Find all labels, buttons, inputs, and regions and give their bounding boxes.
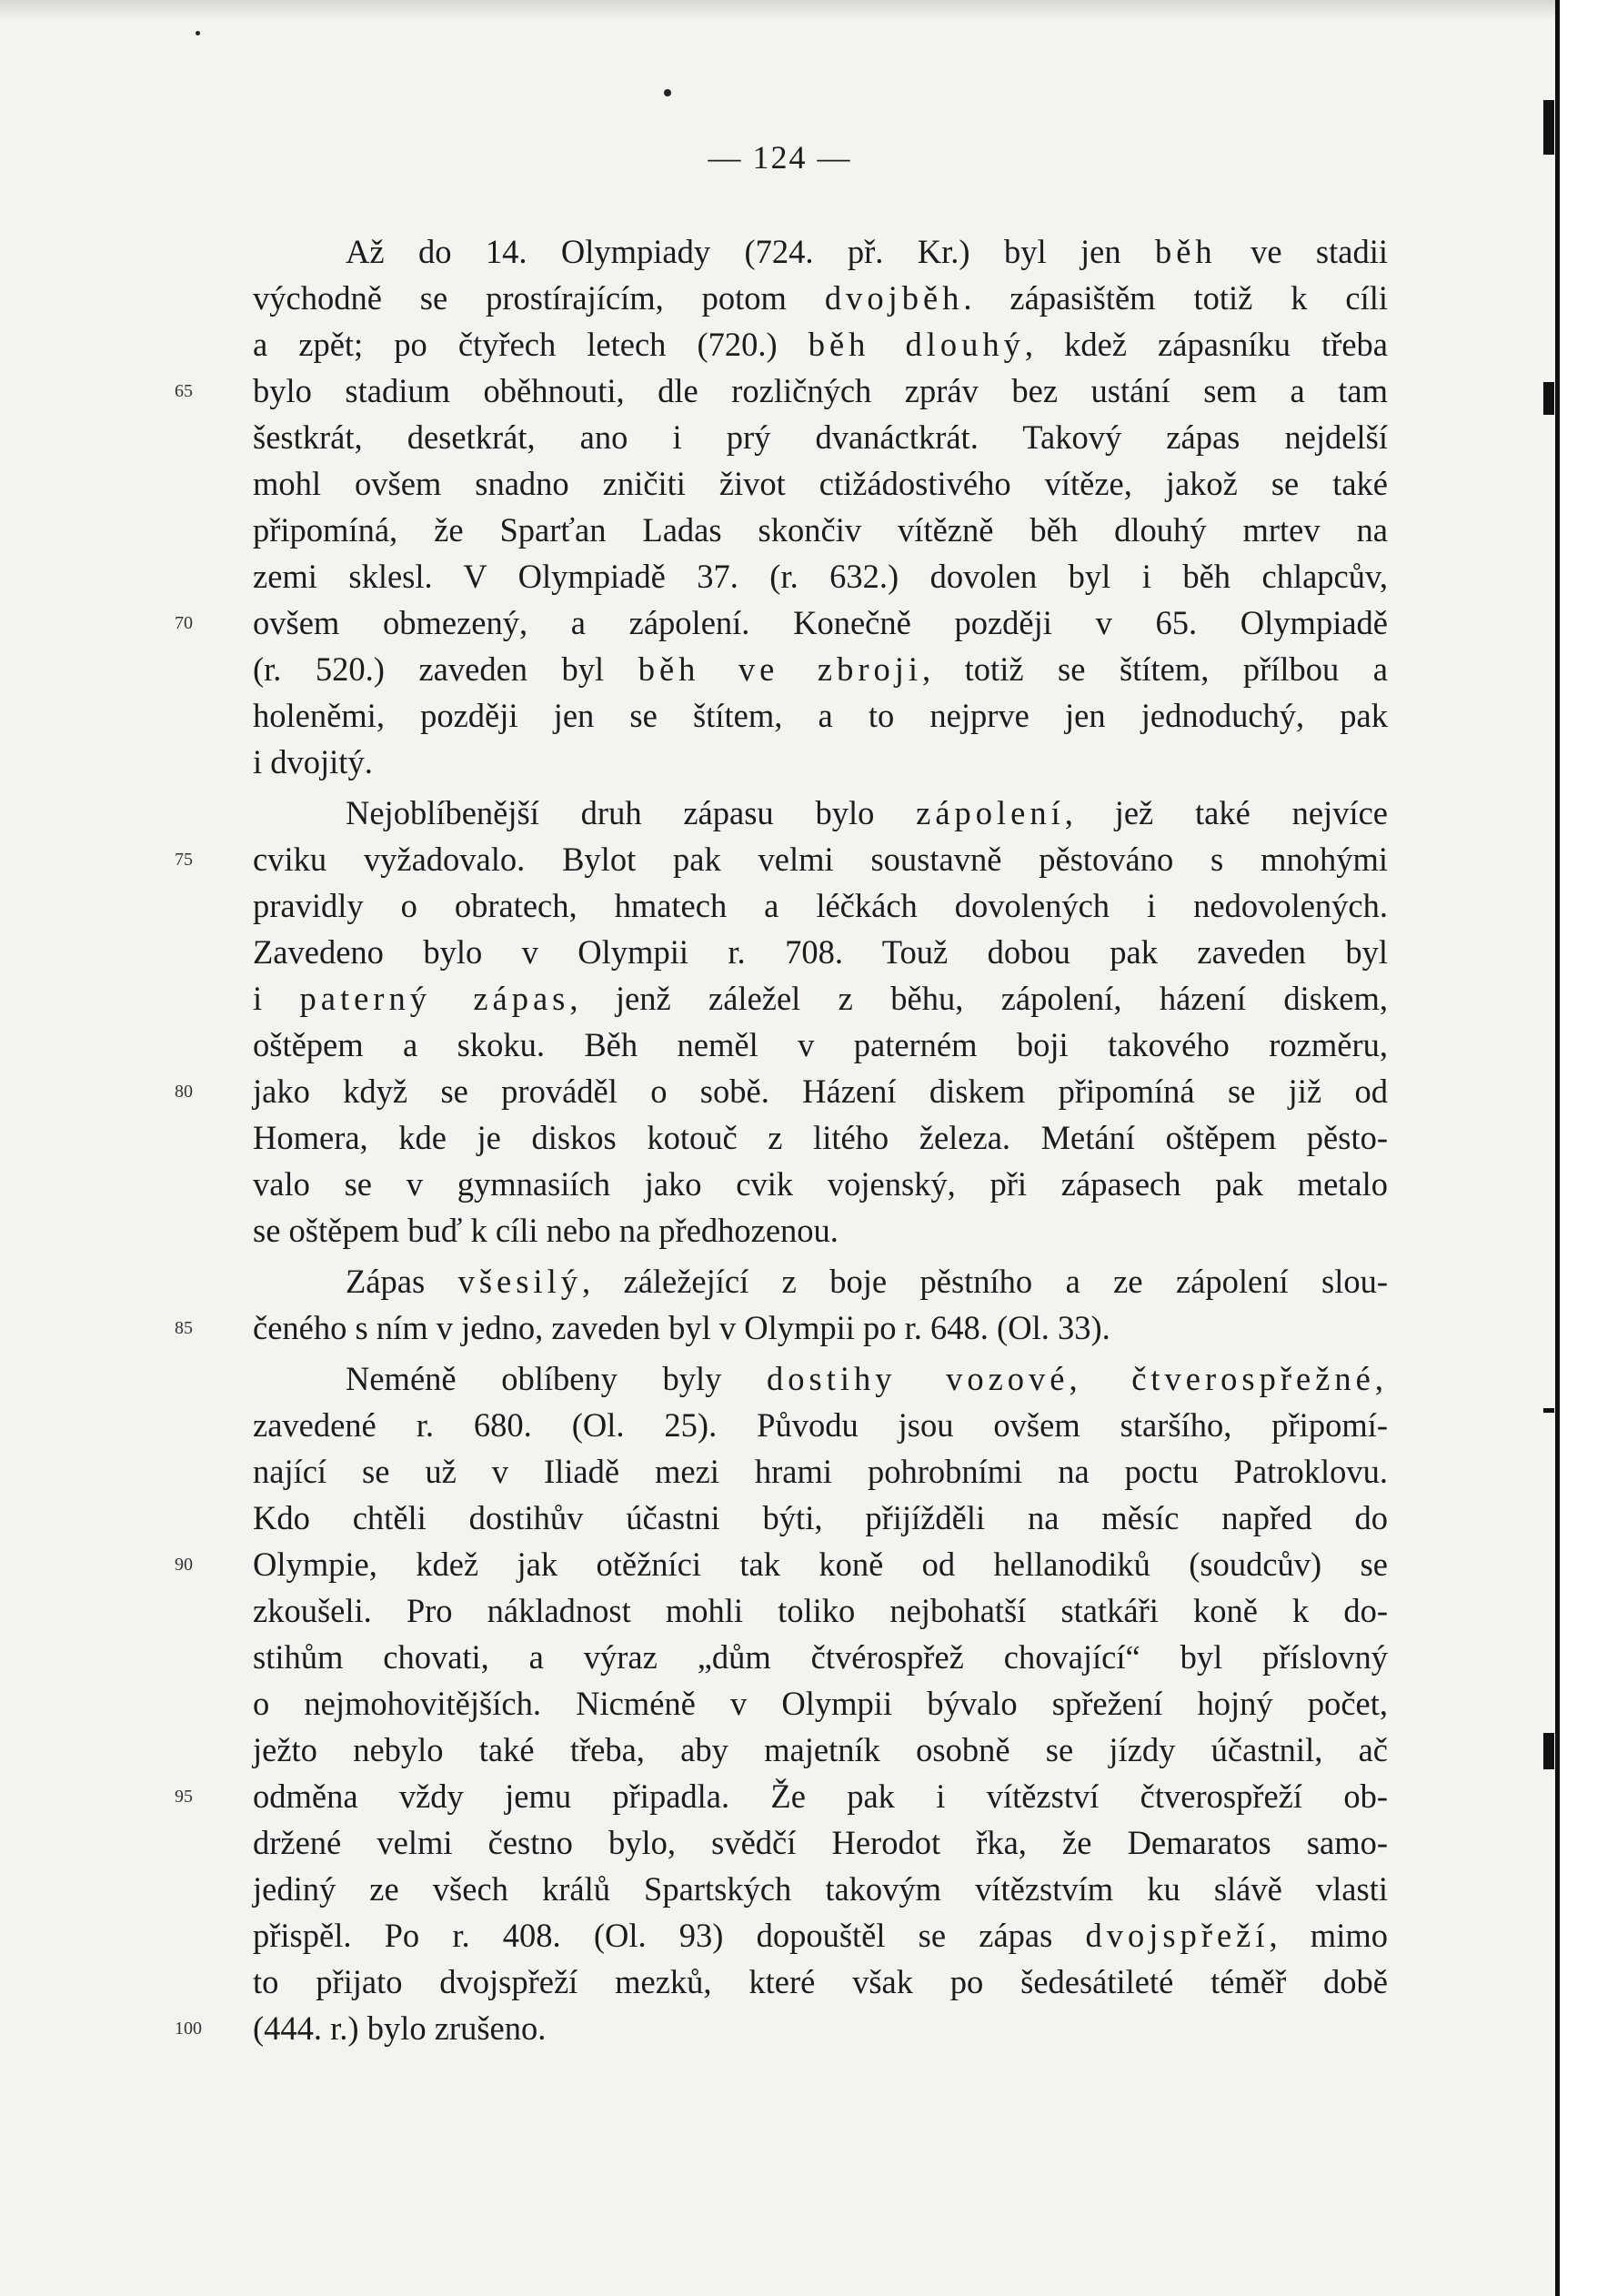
text-line: přispěl. Po r. 408. (Ol. 93) dopouštěl se zápas dvojspřeží, mimo xyxy=(253,1917,1388,1954)
edge-mark xyxy=(1543,382,1554,415)
speck-mark xyxy=(196,31,200,35)
scan-top-shadow xyxy=(0,0,1560,20)
text-line: oštěpem a skoku. Běh neměl v paterném boji takového rozměru, xyxy=(253,1026,1388,1063)
text-line: to přijato dvojspřeží mezků, které však po šedesátileté téměř době xyxy=(253,1963,1388,2000)
text-line: o nejmohovitějších. Nicméně v Olympii bývalo spřežení hojný počet, xyxy=(253,1685,1388,1722)
text-line: Nejoblíbenější druh zápasu bylo zápolení, jež také nejvíce xyxy=(346,794,1388,831)
text-line: odměna vždy jemu připadla. Že pak i vítězství čtverospřeží ob- xyxy=(253,1777,1388,1815)
text-line: jako když se prováděl o sobě. Házení diskem připomíná se již od xyxy=(253,1072,1388,1110)
text-line: Kdo chtěli dostihův účastni býti, přijížděli na měsíc napřed do xyxy=(253,1499,1388,1536)
text-line: šestkrát, desetkrát, ano i prý dvanáctkrát. Takový zápas nejdelší xyxy=(253,418,1388,456)
text-line: (r. 520.) zaveden byl běh ve zbroji, totiž se štítem, přílbou a xyxy=(253,650,1388,688)
page-number: — 124 — xyxy=(708,139,852,176)
text-line: i dvojitý. xyxy=(253,743,373,780)
text-line: pravidly o obratech, hmatech a léčkách dovolených i nedovolených. xyxy=(253,887,1388,924)
margin-line-number: 80 xyxy=(175,1082,193,1102)
text-line: zemi sklesl. V Olympiadě 37. (r. 632.) dovolen byl i běh chlapcův, xyxy=(253,558,1388,595)
margin-line-number: 100 xyxy=(175,2019,202,2039)
text-line: i paterný zápas, jenž záležel z běhu, zápolení, házení diskem, xyxy=(253,980,1388,1017)
text-line: připomíná, že Sparťan Ladas skončiv vítězně běh dlouhý mrtev na xyxy=(253,511,1388,549)
text-line: Zavedeno bylo v Olympii r. 708. Touž dobou pak zaveden byl xyxy=(253,933,1388,971)
text-line: východně se prostírajícím, potom dvojběh. zápasištěm totiž k cíli xyxy=(253,279,1388,317)
margin-line-number: 75 xyxy=(175,850,193,870)
text-line: čeného s ním v jedno, zaveden byl v Olympii po r. 648. (Ol. 33). xyxy=(253,1309,1110,1346)
text-line: Zápas všesilý, záležející z boje pěstního a ze zápolení slou- xyxy=(346,1263,1389,1300)
margin-line-number: 90 xyxy=(175,1555,193,1575)
text-line: nající se už v Iliadě mezi hrami pohrobními na poctu Patroklovu. xyxy=(253,1453,1388,1490)
margin-line-number: 95 xyxy=(175,1787,193,1807)
text-line: zavedené r. 680. (Ol. 25). Původu jsou ovšem staršího, připomí- xyxy=(253,1406,1388,1444)
text-line: stihům chovati, a výraz „dům čtvérospřež chovající“ byl příslovný xyxy=(253,1638,1388,1676)
margin-line-number: 85 xyxy=(175,1318,193,1338)
text-line: Až do 14. Olympiady (724. př. Kr.) byl jen běh ve stadii xyxy=(346,233,1388,270)
speck-mark xyxy=(664,89,671,96)
text-line: mohl ovšem snadno zničiti život ctižádostivého vítěze, jakož se také xyxy=(253,465,1388,502)
scan-right-edge xyxy=(1555,0,1607,2296)
text-line: a zpět; po čtyřech letech (720.) běh dlouhý, kdež zápasníku třeba xyxy=(253,326,1388,363)
text-line: holeněmi, později jen se štítem, a to nejprve jen jednoduchý, pak xyxy=(253,697,1388,734)
text-line: Neméně oblíbeny byly dostihy vozové, čtverospřežné, xyxy=(346,1360,1388,1397)
text-line: ježto nebylo také třeba, aby majetník osobně se jízdy účastnil, ač xyxy=(253,1731,1388,1768)
text-line: zkoušeli. Pro nákladnost mohli toliko nejbohatší statkáři koně k do- xyxy=(253,1592,1388,1629)
margin-line-number: 70 xyxy=(175,613,193,633)
text-line: držené velmi čestno bylo, svědčí Herodot řka, že Demaratos samo- xyxy=(253,1824,1388,1861)
text-line: ovšem obmezený, a zápolení. Konečně později v 65. Olympiadě xyxy=(253,604,1388,641)
text-line: se oštěpem buď k cíli nebo na předhozenou. xyxy=(253,1212,839,1249)
text-line: cviku vyžadovalo. Bylot pak velmi soustavně pěstováno s mnohými xyxy=(253,841,1388,878)
text-line: Olympie, kdež jak otěžníci tak koně od hellanodiků (soudcův) se xyxy=(253,1546,1388,1583)
text-line: Homera, kde je diskos kotouč z litého železa. Metání oštěpem pěsto- xyxy=(253,1119,1388,1156)
text-line: valo se v gymnasiích jako cvik vojenský, při zápasech pak metalo xyxy=(253,1165,1388,1203)
margin-line-number: 65 xyxy=(175,381,193,401)
text-line: bylo stadium oběhnouti, dle rozličných zpráv bez ustání sem a tam xyxy=(253,372,1388,409)
text-line: (444. r.) bylo zrušeno. xyxy=(253,2009,547,2047)
edge-mark xyxy=(1543,1408,1554,1413)
text-line: jediný ze všech králů Spartských takovým vítězstvím ku slávě vlasti xyxy=(253,1870,1388,1908)
edge-mark xyxy=(1543,1733,1554,1769)
